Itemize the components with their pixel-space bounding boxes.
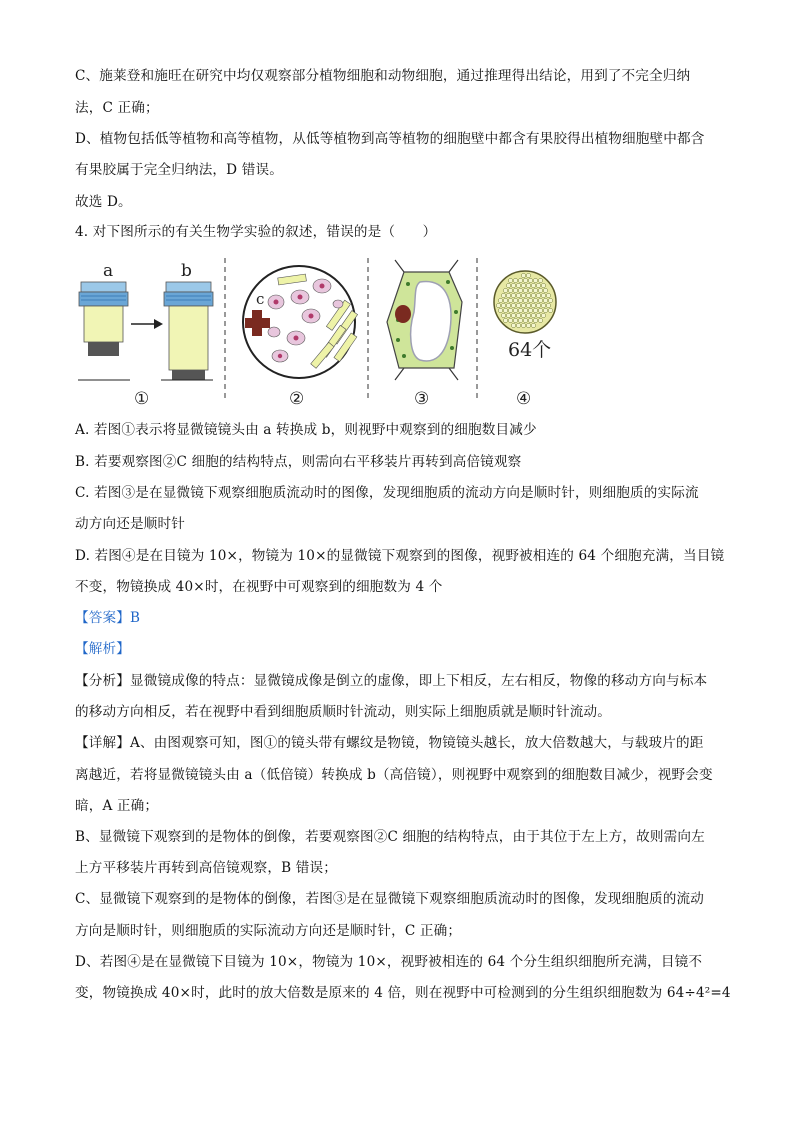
grid-cell bbox=[508, 278, 512, 282]
grid-cell bbox=[511, 283, 515, 287]
analysis-line: 【分析】显微镜成像的特点：显微镜成像是倒立的虚像，即上下相反，左右相反，物像的移动方向与标本 bbox=[75, 673, 708, 689]
panel-number-1: ① bbox=[134, 389, 150, 409]
grid-cell bbox=[518, 298, 522, 302]
grid-cell bbox=[533, 288, 537, 292]
grid-cell bbox=[503, 298, 507, 302]
detail-line: 上方平移装片再转到高倍镜观察，B 错误； bbox=[75, 860, 337, 876]
microscope-figure bbox=[68, 252, 568, 412]
grid-cell bbox=[526, 323, 530, 327]
panel-number-3: ③ bbox=[414, 389, 430, 409]
panel-2-field bbox=[243, 266, 358, 409]
grid-cell bbox=[523, 288, 527, 292]
grid-cell bbox=[531, 323, 535, 327]
grid-cell bbox=[536, 293, 540, 297]
cell-count-label: 64个 bbox=[508, 339, 552, 361]
grid-cell bbox=[526, 293, 530, 297]
grid-cell bbox=[531, 303, 535, 307]
detail-line: D、若图④是在显微镜下目镜为 10×，物镜为 10×，视野被相连的 64 个分生组织细胞所充满，目镜不 bbox=[75, 954, 703, 970]
grid-cell bbox=[526, 273, 530, 277]
grid-cell bbox=[528, 298, 532, 302]
grid-cell bbox=[501, 293, 505, 297]
grid-cell bbox=[508, 318, 512, 322]
analysis-line: 的移动方向相反，若在视野中看到细胞质顺时针流动，则实际上细胞质就是顺时针流动。 bbox=[75, 704, 612, 720]
grid-cell bbox=[498, 308, 502, 312]
label-b: b bbox=[181, 261, 192, 281]
label-a: a bbox=[103, 261, 114, 281]
grid-cell bbox=[521, 303, 525, 307]
grid-cell bbox=[523, 298, 527, 302]
panel-number-2: ② bbox=[289, 389, 305, 409]
grid-cell bbox=[531, 313, 535, 317]
grid-cell bbox=[523, 278, 527, 282]
detail-line: 方向是顺时针，则细胞质的实际流动方向还是顺时针，C 正确； bbox=[75, 923, 462, 939]
grid-cell bbox=[543, 298, 547, 302]
grid-cell bbox=[516, 303, 520, 307]
grid-cell bbox=[538, 308, 542, 312]
grid-cell bbox=[503, 308, 507, 312]
option-b: B. 若要观察图②C 细胞的结构特点，则需向右平移装片再转到高倍镜观察 bbox=[75, 454, 522, 470]
panel-4-field bbox=[494, 271, 556, 409]
grid-cell bbox=[516, 293, 520, 297]
grid-cell bbox=[523, 318, 527, 322]
grid-cell bbox=[528, 278, 532, 282]
grid-cell bbox=[518, 308, 522, 312]
text-line: D、植物包括低等植物和高等植物，从低等植物到高等植物的细胞壁中都含有果胶得出植物细胞壁中都含 bbox=[75, 131, 705, 147]
grid-cell bbox=[508, 298, 512, 302]
option-c: C. 若图③是在显微镜下观察细胞质流动时的图像，发现细胞质的流动方向是顺时针，则细胞质的实际流 bbox=[75, 485, 699, 501]
grid-cell bbox=[518, 278, 522, 282]
grid-cell bbox=[528, 318, 532, 322]
grid-cell bbox=[511, 313, 515, 317]
detail-line: 离越近，若将显微镜镜头由 a（低倍镜）转换成 b（高倍镜），则视野中观察到的细胞数目减少，视野会变 bbox=[75, 767, 713, 783]
grid-cell bbox=[533, 298, 537, 302]
grid-cell bbox=[531, 293, 535, 297]
grid-cell bbox=[506, 303, 510, 307]
grid-cell bbox=[501, 303, 505, 307]
grid-cell bbox=[543, 288, 547, 292]
grid-cell bbox=[531, 283, 535, 287]
grid-cell bbox=[538, 288, 542, 292]
grid-cell bbox=[498, 298, 502, 302]
grid-cell bbox=[526, 283, 530, 287]
grid-cell bbox=[516, 313, 520, 317]
grid-cell bbox=[541, 303, 545, 307]
grid-cell bbox=[506, 283, 510, 287]
grid-cell bbox=[521, 273, 525, 277]
grid-cell bbox=[518, 288, 522, 292]
grid-cell bbox=[513, 298, 517, 302]
grid-cell bbox=[546, 293, 550, 297]
question-stem: 4. 对下图所示的有关生物学实验的叙述，错误的是（ ） bbox=[75, 224, 437, 240]
grid-cell bbox=[518, 318, 522, 322]
detail-line: C、显微镜下观察到的是物体的倒像，若图③是在显微镜下观察细胞质流动时的图像，发现细胞质的流动 bbox=[75, 891, 705, 907]
grid-cell bbox=[533, 308, 537, 312]
grid-cell bbox=[516, 283, 520, 287]
grid-cell bbox=[521, 283, 525, 287]
grid-cell bbox=[528, 308, 532, 312]
grid-cell bbox=[503, 318, 507, 322]
text-line: C、施莱登和施旺在研究中均仅观察部分植物细胞和动物细胞，通过推理得出结论，用到了不完全归纳 bbox=[75, 68, 691, 84]
grid-cell bbox=[538, 298, 542, 302]
grid-cell bbox=[511, 293, 515, 297]
detail-line: 暗，A 正确； bbox=[75, 798, 159, 814]
detail-line: B、显微镜下观察到的是物体的倒像，若要观察图②C 细胞的结构特点，由于其位于左上方，故则需向左 bbox=[75, 829, 705, 845]
label-c: c bbox=[256, 290, 265, 308]
grid-cell bbox=[541, 283, 545, 287]
grid-cell bbox=[541, 293, 545, 297]
answer: 【答案】B bbox=[75, 610, 141, 626]
grid-cell bbox=[513, 288, 517, 292]
grid-cell bbox=[508, 308, 512, 312]
grid-cell bbox=[516, 323, 520, 327]
text-line: 有果胶属于完全归纳法，D 错误。 bbox=[75, 162, 283, 178]
grid-cell bbox=[513, 278, 517, 282]
grid-cell bbox=[533, 278, 537, 282]
grid-cell bbox=[501, 313, 505, 317]
grid-cell bbox=[536, 313, 540, 317]
grid-cell bbox=[508, 288, 512, 292]
grid-cell bbox=[506, 313, 510, 317]
grid-cell bbox=[526, 303, 530, 307]
grid-cell bbox=[513, 318, 517, 322]
grid-cell bbox=[536, 303, 540, 307]
grid-cell bbox=[528, 288, 532, 292]
grid-cell bbox=[536, 283, 540, 287]
grid-cell bbox=[523, 308, 527, 312]
grid-cell bbox=[521, 323, 525, 327]
grid-cell bbox=[511, 323, 515, 327]
detail-line: 变，物镜换成 40×时，此时的放大倍数是原来的 4 倍，则在视野中可检测到的分生组织细胞数为 64÷4²=4 bbox=[75, 985, 731, 1001]
panel-3-plant-cell bbox=[387, 260, 462, 409]
grid-cell bbox=[521, 313, 525, 317]
grid-cell bbox=[521, 293, 525, 297]
grid-cell bbox=[548, 308, 552, 312]
option-c-cont: 动方向还是顺时针 bbox=[75, 516, 185, 532]
grid-cell bbox=[526, 313, 530, 317]
grid-cell bbox=[513, 308, 517, 312]
grid-cell bbox=[546, 303, 550, 307]
grid-cell bbox=[538, 278, 542, 282]
grid-cell bbox=[511, 303, 515, 307]
grid-cell bbox=[541, 313, 545, 317]
grid-cell bbox=[548, 298, 552, 302]
grid-cell bbox=[538, 318, 542, 322]
text-line: 故选 D。 bbox=[75, 194, 132, 210]
analysis-heading: 【解析】 bbox=[75, 641, 130, 657]
detail-line: 【详解】A、由图观察可知，图①的镜头带有螺纹是物镜，物镜镜头越长，放大倍数越大，与载玻片的距 bbox=[75, 735, 704, 751]
option-a: A. 若图①表示将显微镜镜头由 a 转换成 b，则视野中观察到的细胞数目减少 bbox=[75, 422, 537, 438]
panel-1-objectives bbox=[78, 261, 213, 409]
option-d: D. 若图④是在目镜为 10×，物镜为 10×的显微镜下观察到的图像，视野被相连的 64 个细胞充满，当目镜 bbox=[75, 548, 725, 564]
grid-cell bbox=[533, 318, 537, 322]
grid-cell bbox=[543, 308, 547, 312]
grid-cell bbox=[496, 303, 500, 307]
question-figure bbox=[68, 252, 568, 412]
text-line: 法，C 正确； bbox=[75, 100, 159, 116]
grid-cell bbox=[503, 288, 507, 292]
option-d-cont: 不变，物镜换成 40×时，在视野中可观察到的细胞数为 4 个 bbox=[75, 579, 443, 595]
panel-number-4: ④ bbox=[516, 389, 532, 409]
grid-cell bbox=[506, 293, 510, 297]
